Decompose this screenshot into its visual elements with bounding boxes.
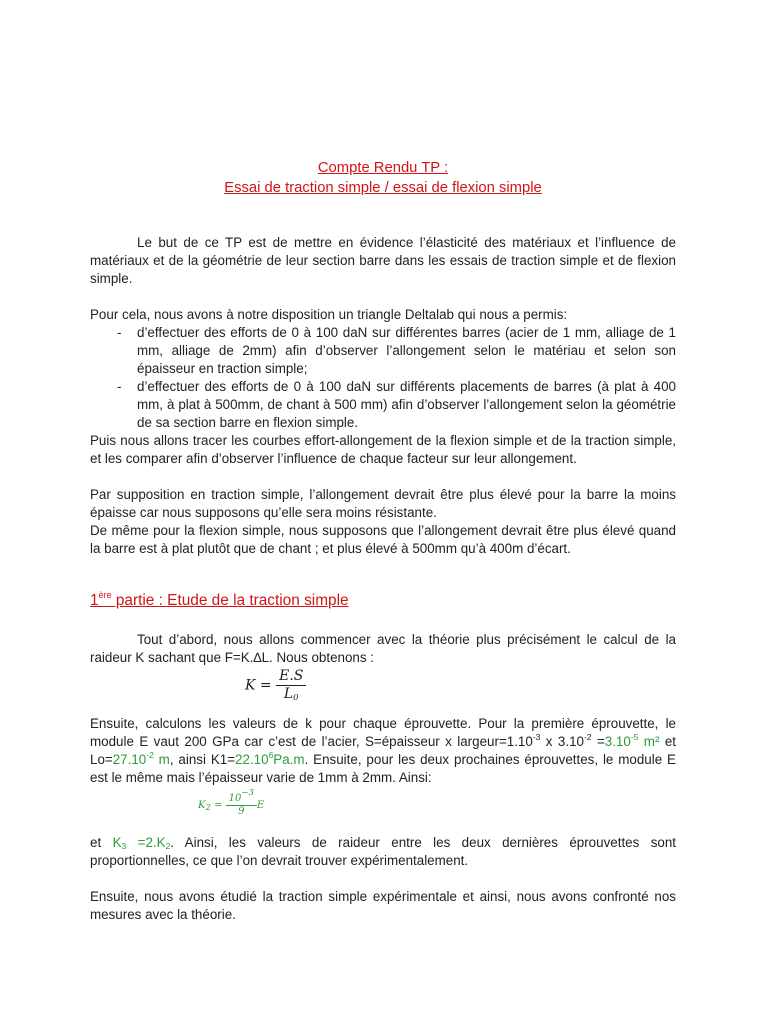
den-sub: 0 <box>293 693 299 703</box>
calc-text: = <box>591 734 605 749</box>
calcul-paragraph <box>90 715 676 787</box>
k2-lhs-sub: 2 <box>205 803 211 813</box>
formula-denominator <box>276 686 306 703</box>
intro-paragraph: Le but de ce TP est de mettre en évidence l’élasticité des matériaux et l’influence de matériaux et de la géométrie de leur section barre dans les essais de traction simple et de flexion simple. <box>90 235 676 286</box>
value-main: 3.10 <box>604 734 631 749</box>
value-exp: -2 <box>146 750 154 760</box>
k2-denominator: 9 <box>238 806 245 817</box>
formula-fraction <box>276 668 306 703</box>
k2-fraction <box>226 788 257 818</box>
stiffness-formula <box>245 668 306 703</box>
supposition-paragraph-1: Par supposition en traction simple, l’allongement devrait être plus élevé pour la barre la moins épaisse car nous supposons qu’elle sera moins résistante. <box>90 487 676 520</box>
calc-text: Ensuite, calculons les valeurs de k pour chaque éprouvette. Pour la première éprouvette, le module E vaut 200 GPa car c’est de l’acier, S=épaisseur x largeur=1.10 <box>90 716 676 749</box>
calc-exp: -2 <box>583 732 592 742</box>
k3-sub2: 2 <box>165 841 171 851</box>
bullet-text: d’effectuer des efforts de 0 à 100 daN sur différentes barres (acier de 1 mm, alliage de 1 mm, alliage de 2mm) afin d’observer l’allongement selon le matériau et selon son épaisseur en traction simple; <box>137 325 676 376</box>
value-k1 <box>235 752 305 767</box>
theorie-paragraph: Tout d’abord, nous allons commencer avec la théorie plus précisément le calcul de la raideur K sachant que F=K.∆L. Nous obtenons : <box>90 632 676 665</box>
section-number-sup: ère <box>98 590 112 600</box>
value-exp: -5 <box>630 732 639 742</box>
k3-text: et <box>90 835 113 850</box>
bullet-text: d’effectuer des efforts de 0 à 100 daN sur différents placements de barres (à plat à 400 mm, à plat à 500mm, de chant à 500 mm) afin d’observer l’allongement selon la géométrie de sa section barre en flexion simple. <box>137 379 676 430</box>
value-exp: 6 <box>268 750 274 760</box>
den-main: L <box>283 686 294 702</box>
value-unit: m <box>153 752 170 767</box>
k2-eq: = <box>210 800 226 811</box>
section-heading <box>90 590 349 612</box>
section-title: partie : Etude de la traction simple <box>111 592 349 609</box>
calc-text: x 3.10 <box>540 734 584 749</box>
k3-text: . Ainsi, les valeurs de raideur entre les deux dernières éprouvettes sont proportionnelles, ce que l’on devrait trouver expérimentalement. <box>90 835 677 868</box>
calc-text: et Lo= <box>90 734 676 767</box>
k3-expression <box>113 835 171 850</box>
bullet-list <box>90 324 676 432</box>
title-line-2: Essai de traction simple / essai de flexion simple <box>224 180 542 196</box>
formula-numerator: E.S <box>276 668 306 686</box>
k2-lhs: K <box>198 800 206 811</box>
experimental-paragraph: Ensuite, nous avons étudié la traction simple expérimentale et ainsi, nous avons confronté nos mesures avec la théorie. <box>90 889 676 922</box>
value-length <box>113 752 170 767</box>
calc-exp: -3 <box>532 732 541 742</box>
bullet-dash: - <box>117 325 122 340</box>
k3-sub: 3 <box>121 841 127 851</box>
value-unit: Pa.m <box>273 752 305 767</box>
calc-text: , ainsi K1= <box>169 752 236 767</box>
calc-text: . Ensuite, pour les deux prochaines éprouvettes, le module E est le même mais l’épaisseur varie de 1mm à 2mm. Ainsi: <box>90 752 676 785</box>
formula-lhs: K = <box>245 677 272 694</box>
disposition-paragraph: Pour cela, nous avons à notre disposition un triangle Deltalab qui nous a permis: <box>90 307 568 322</box>
k3-eq: =2.K <box>126 835 166 850</box>
bullet-dash: - <box>117 379 122 394</box>
value-unit: m² <box>638 734 660 749</box>
section-number: 1 <box>90 592 99 609</box>
document-title <box>90 158 676 198</box>
k2-formula <box>198 788 265 818</box>
k2-num-exp: −3 <box>241 788 254 798</box>
value-surface <box>605 734 660 749</box>
bullet-item-flexion <box>90 378 676 432</box>
courbes-paragraph: Puis nous allons tracer les courbes effort-allongement de la flexion simple et de la traction simple, et les comparer afin d’observer l’influence de chaque facteur sur leur allongement. <box>90 433 676 466</box>
k3-paragraph <box>90 834 676 870</box>
bullet-item-traction <box>90 324 676 378</box>
value-main: 27.10 <box>112 752 147 767</box>
title-line-1: Compte Rendu TP : <box>317 160 449 176</box>
value-main: 22.10 <box>235 752 269 767</box>
supposition-paragraph-2: De même pour la flexion simple, nous supposons que l’allongement devrait être plus élevé quand la barre est à plat plutôt que de chant ; et plus élevé à 500mm qu’à 400m d’écart. <box>90 523 676 556</box>
k3-main: K <box>112 835 122 850</box>
k2-rhs: E <box>256 800 265 811</box>
k2-num-main: 10 <box>228 793 242 804</box>
k2-numerator <box>226 788 257 806</box>
